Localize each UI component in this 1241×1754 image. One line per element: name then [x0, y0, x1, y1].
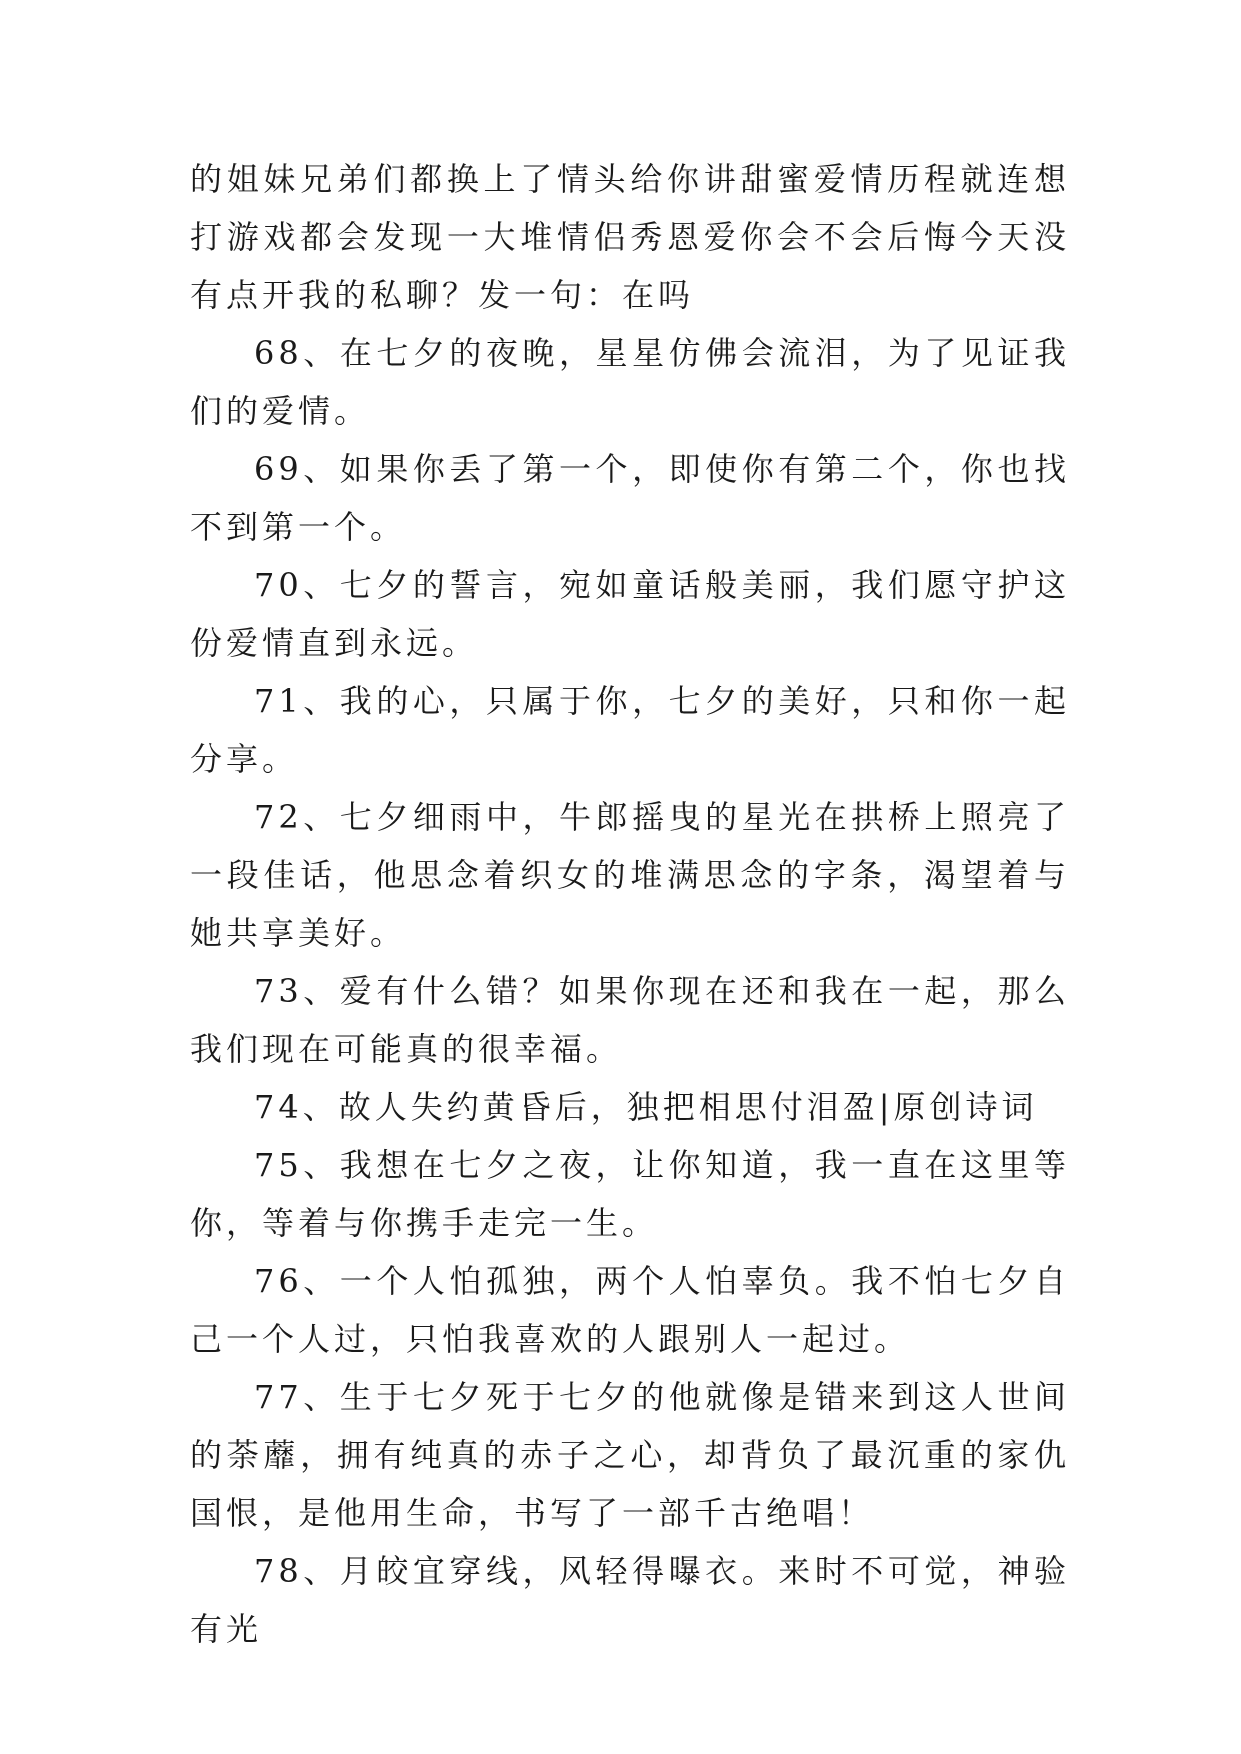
paragraph-71: 71、我的心，只属于你，七夕的美好，只和你一起分享。 [190, 682, 1070, 778]
paragraph-78: 78、月皎宜穿线，风轻得曝衣。来时不可觉，神验有光 [190, 1552, 1070, 1648]
document-page [190, 150, 1070, 1658]
paragraph-77: 77、生于七夕死于七夕的他就像是错来到这人世间的荼蘼，拥有纯真的赤子之心，却背负了最沉重的家仇国恨，是他用生命，书写了一部千古绝唱！ [190, 1378, 1070, 1532]
paragraph-75: 75、我想在七夕之夜，让你知道，我一直在这里等你，等着与你携手走完一生。 [190, 1146, 1070, 1242]
paragraph-70: 70、七夕的誓言，宛如童话般美丽，我们愿守护这份爱情直到永远。 [190, 566, 1070, 662]
paragraph-72: 72、七夕细雨中，牛郎摇曳的星光在拱桥上照亮了一段佳话，他思念着织女的堆满思念的字条，渴望着与她共享美好。 [190, 798, 1070, 952]
paragraph-76: 76、一个人怕孤独，两个人怕辜负。我不怕七夕自己一个人过，只怕我喜欢的人跟别人一起过。 [190, 1262, 1070, 1358]
paragraph-68: 68、在七夕的夜晚，星星仿佛会流泪，为了见证我们的爱情。 [190, 334, 1070, 430]
paragraph-74: 74、故人失约黄昏后，独把相思付泪盈|原创诗词 [254, 1088, 1038, 1126]
paragraph-73: 73、爱有什么错？如果你现在还和我在一起，那么我们现在可能真的很幸福。 [190, 972, 1070, 1068]
paragraph-continued: 的姐妹兄弟们都换上了情头给你讲甜蜜爱情历程就连想打游戏都会发现一大堆情侣秀恩爱你会不会后悔今天没有点开我的私聊？发一句：在吗 [190, 160, 1070, 314]
paragraph-69: 69、如果你丢了第一个，即使你有第二个，你也找不到第一个。 [190, 450, 1070, 546]
